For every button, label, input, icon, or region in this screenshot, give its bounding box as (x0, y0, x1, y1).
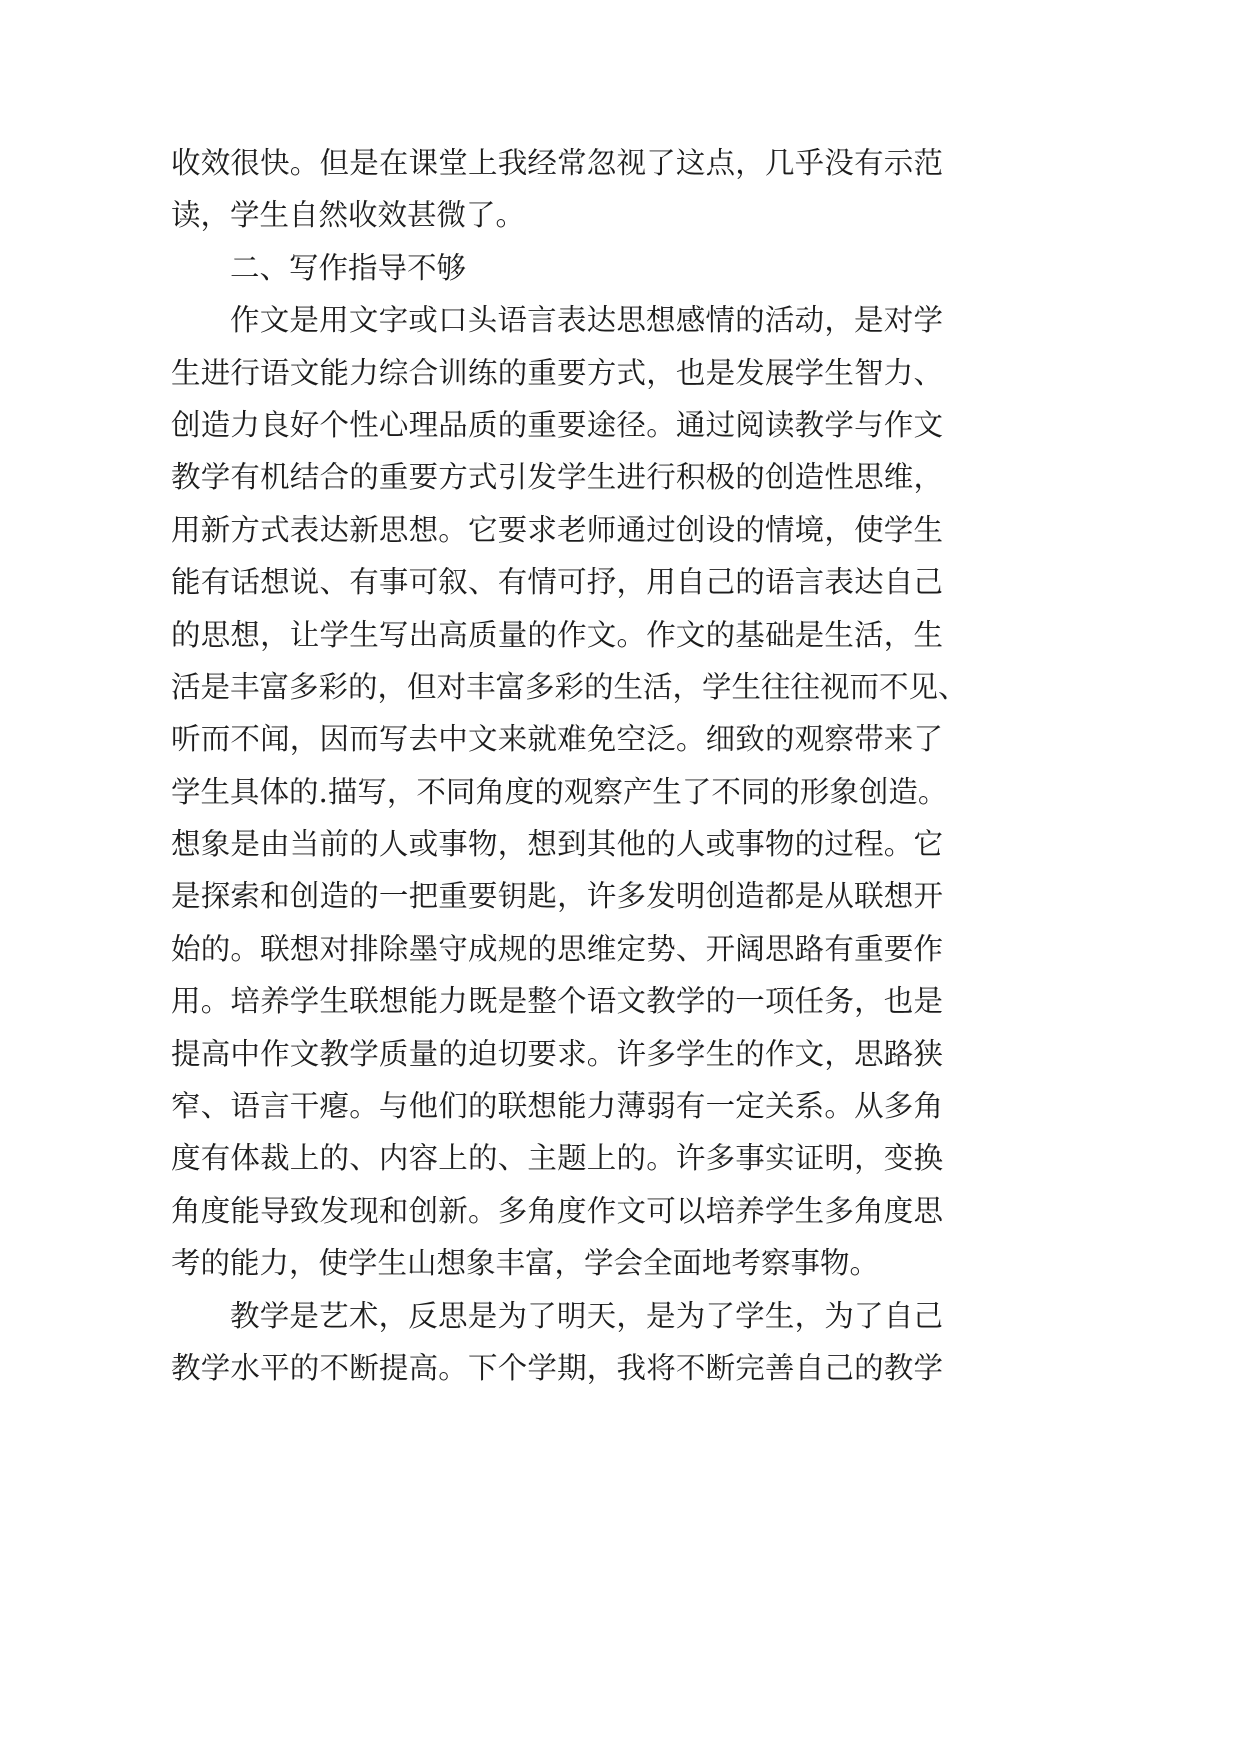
text-line: 的思想，让学生写出高质量的作文。作文的基础是生活，生 (171, 617, 943, 652)
text-line: 生进行语文能力综合训练的重要方式，也是发展学生智力、 (171, 355, 943, 390)
paragraph-writing (171, 294, 968, 1289)
text-line: 窄、语言干瘪。与他们的联想能力薄弱有一定关系。从多角 (171, 1089, 943, 1124)
section-heading: 二、写作指导不够 (230, 250, 467, 285)
text-line: 提高中作文教学质量的迫切要求。许多学生的作文，思路狭 (171, 1036, 943, 1071)
text-line: 读，学生自然收效甚微了。 (171, 198, 526, 233)
text-line: 是探索和创造的一把重要钥匙，许多发明创造都是从联想开 (171, 879, 943, 914)
text-line: 创造力良好个性心理品质的重要途径。通过阅读教学与作文 (171, 407, 943, 442)
body-text (171, 137, 968, 1394)
text-line: 用。培养学生联想能力既是整个语文教学的一项任务，也是 (171, 984, 943, 1019)
text-line: 收效很快。但是在课堂上我经常忽视了这点，几乎没有示范 (171, 146, 943, 180)
text-line: 考的能力，使学生山想象丰富，学会全面地考察事物。 (171, 1246, 880, 1281)
text-line: 角度能导致发现和创新。多角度作文可以培养学生多角度思 (171, 1193, 943, 1228)
text-line: 作文是用文字或口头语言表达思想感情的活动，是对学 (230, 303, 943, 338)
text-line: 想象是由当前的人或事物，想到其他的人或事物的过程。它 (171, 827, 943, 862)
text-line: 教学水平的不断提高。下个学期，我将不断完善自己的教学 (171, 1350, 943, 1385)
text-line: 听而不闻，因而写去中文来就难免空泛。细致的观察带来了 (171, 722, 943, 757)
text-line: 教学有机结合的重要方式引发学生进行积极的创造性思维， (171, 460, 943, 495)
text-line: 学生具体的.描写，不同角度的观察产生了不同的形象创造。 (171, 774, 948, 809)
text-line: 教学是艺术，反思是为了明天，是为了学生，为了自己 (230, 1298, 943, 1333)
paragraph-continued (171, 137, 943, 242)
paragraph-closing (171, 1290, 943, 1395)
text-line: 度有体裁上的、内容上的、主题上的。许多事实证明，变换 (171, 1141, 943, 1176)
text-line: 能有话想说、有事可叙、有情可抒，用自己的语言表达自己 (171, 565, 943, 600)
text-line: 活是丰富多彩的，但对丰富多彩的生活，学生往往视而不见、 (171, 669, 968, 704)
text-line: 始的。联想对排除墨守成规的思维定势、开阔思路有重要作 (171, 931, 943, 966)
text-line: 用新方式表达新思想。它要求老师通过创设的情境，使学生 (171, 512, 943, 547)
